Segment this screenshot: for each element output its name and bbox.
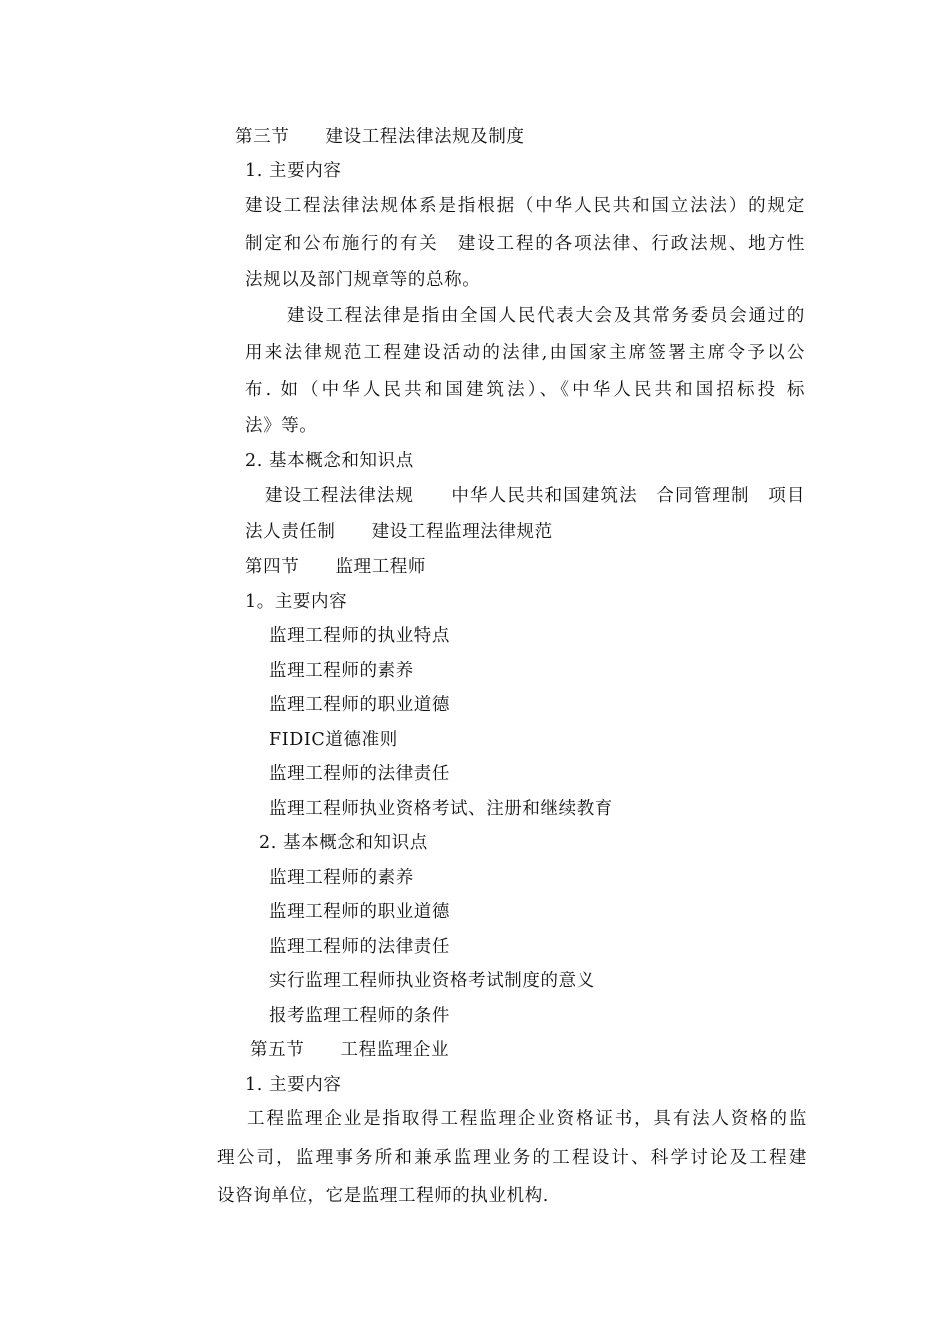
list-item: FIDIC道德准则 bbox=[269, 730, 398, 750]
list-item: 监理工程师的素养 bbox=[269, 661, 414, 681]
list-item: 监理工程师的执业特点 bbox=[269, 626, 450, 646]
section-4-heading: 第四节 监理工程师 bbox=[245, 557, 426, 577]
paragraph-line: 工程监理企业是指取得工程监理企业资格证书，具有法人资格的监 bbox=[247, 1109, 807, 1129]
list-item: 监理工程师执业资格考试、注册和继续教育 bbox=[269, 799, 613, 819]
list-item: 报考监理工程师的条件 bbox=[269, 1006, 450, 1026]
section-4-main-content-heading: 1。主要内容 bbox=[245, 592, 348, 612]
section-5-heading: 第五节 工程监理企业 bbox=[250, 1040, 450, 1060]
list-item: 监理工程师的职业道德 bbox=[269, 902, 450, 922]
section-5-main-content-heading: 1. 主要内容 bbox=[245, 1075, 342, 1095]
paragraph-line: 法》等。 bbox=[245, 416, 318, 436]
list-item: 监理工程师的法律责任 bbox=[269, 764, 450, 784]
paragraph-line: 理公司，监理事务所和兼承监理业务的工程设计、科学讨论及工程建 bbox=[217, 1148, 807, 1168]
section-3-main-content-heading: 1. 主要内容 bbox=[245, 161, 342, 181]
list-item: 监理工程师的法律责任 bbox=[269, 937, 450, 957]
paragraph-line: 制定和公布施行的有关 建设工程的各项法律、行政法规、地方性 bbox=[245, 234, 805, 254]
paragraph-line: 布. 如（中华人民共和国建筑法）、《中华人民共和国招标投 标 bbox=[245, 380, 805, 400]
concepts-line: 法人责任制 建设工程监理法律规范 bbox=[245, 522, 553, 542]
paragraph-line: 法规以及部门规章等的总称。 bbox=[245, 270, 481, 290]
concepts-line: 建设工程法律法规 中华人民共和国建筑法 合同管理制 项目 bbox=[265, 486, 805, 506]
paragraph-line: 用来法律规范工程建设活动的法律,由国家主席签署主席令予以公 bbox=[245, 343, 805, 363]
paragraph-line: 建设工程法律是指由全国人民代表大会及其常务委员会通过的 bbox=[287, 306, 805, 326]
paragraph-line: 设咨询单位，它是监理工程师的执业机构. bbox=[217, 1186, 549, 1206]
section-3-concepts-heading: 2. 基本概念和知识点 bbox=[245, 451, 414, 471]
paragraph-line: 建设工程法律法规体系是指根据（中华人民共和国立法法）的规定 bbox=[245, 196, 805, 216]
list-item: 监理工程师的职业道德 bbox=[269, 695, 450, 715]
list-item: 实行监理工程师执业资格考试制度的意义 bbox=[269, 971, 595, 991]
section-4-concepts-heading: 2. 基本概念和知识点 bbox=[259, 833, 428, 853]
list-item: 监理工程师的素养 bbox=[269, 868, 414, 888]
section-3-heading: 第三节 建设工程法律法规及制度 bbox=[235, 127, 525, 147]
